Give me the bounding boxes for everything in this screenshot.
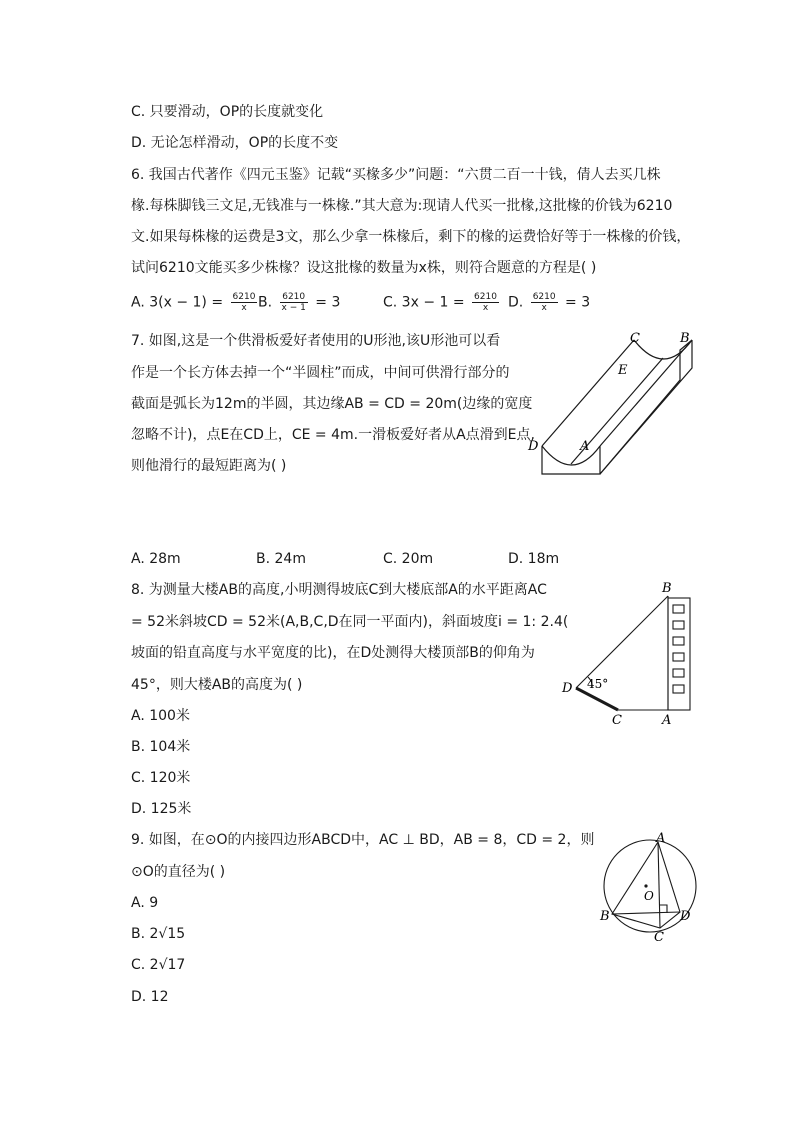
q8-building-slope-figure [560, 578, 694, 728]
q9-label-a: A [656, 831, 666, 846]
q6-line-3: 文.如果每株椽的运费是3文，那么少拿一株椽后，剩下的椽的运费恰好等于一株椽的价钱， [131, 229, 691, 245]
q7-label-b: B [680, 331, 690, 346]
q6-option-a-text: A. 3(x − 1) = [131, 294, 224, 311]
q7-label-d: D [528, 439, 539, 454]
q9-option-d: D. 12 [131, 989, 169, 1005]
q8-option-c: C. 120米 [131, 770, 191, 786]
q6-option-d-rhs: = 3 [565, 294, 591, 311]
q7-option-d: D. 18m [508, 551, 560, 567]
q9-center-dot [644, 884, 647, 887]
q8-line-2: = 52米斜坡CD = 52米(A,B,C,D在同一平面内)，斜面坡度i = 1: 2.4( [131, 614, 569, 630]
q9-option-b: B. 2√15 [131, 926, 186, 942]
q6-line-1: 6. 我国古代著作《四元玉鉴》记载“买椽多少”问题：“六贯二百一十钱，倩人去买几株 [131, 167, 661, 183]
q8-option-a: A. 100米 [131, 708, 190, 724]
q6-line-4: 试问6210文能买多少株椽？设这批椽的数量为x株，则符合题意的方程是( ) [131, 260, 597, 276]
q9-label-c: C [654, 930, 664, 945]
q8-line-1: 8. 为测量大楼AB的高度,小明测得坡底C到大楼底部A的水平距离AC [131, 582, 547, 598]
q8-label-d: D [562, 681, 573, 696]
q7-label-a: A [580, 439, 590, 454]
q9-label-o: O [644, 889, 654, 903]
q5-option-d: D. 无论怎样滑动，OP的长度不变 [131, 135, 339, 151]
q7-option-b: B. 24m [256, 551, 306, 567]
q7-option-a: A. 28m [131, 551, 181, 567]
q8-option-b: B. 104米 [131, 739, 191, 755]
q7-line-5: 则他滑行的最短距离为( ) [131, 458, 287, 474]
q5-option-c: C. 只要滑动，OP的长度就变化 [131, 104, 324, 120]
q8-angle-label: 45° [587, 677, 609, 691]
q8-line-4: 45°，则大楼AB的高度为( ) [131, 677, 303, 693]
q6-option-b-rhs: = 3 [315, 294, 341, 311]
q8-label-b: B [662, 581, 672, 596]
q9-option-c: C. 2√17 [131, 957, 186, 973]
q8-label-a: A [662, 713, 672, 728]
q9-line-1: 9. 如图，在⊙O的内接四边形ABCD中，AC ⊥ BD，AB = 8，CD = 2，则 [131, 832, 595, 848]
q6-option-b [258, 292, 340, 313]
q6-option-c-text: C. 3x − 1 = [383, 294, 465, 311]
q6-option-d-label: D. [508, 294, 524, 311]
q7-label-e: E [618, 363, 628, 378]
q9-label-d: D [680, 909, 691, 924]
q7-u-shaped-pool-figure [524, 328, 696, 480]
q6-option-d [508, 292, 590, 313]
q8-label-c: C [612, 713, 622, 728]
q9-option-a: A. 9 [131, 895, 159, 911]
q6-option-d-fraction: $\frac{6210}{x}$ [532, 292, 556, 313]
q7-line-1: 7. 如图,这是一个供滑板爱好者使用的U形池,该U形池可以看 [131, 333, 501, 349]
q7-label-c: C [630, 331, 640, 346]
q6-option-c-fraction: $\frac{6210}{x}$ [474, 292, 497, 313]
q6-option-b-label: B. [258, 294, 273, 311]
q6-option-a [131, 292, 260, 313]
q6-option-b-fraction: $\frac{6210}{x - 1}$ [281, 292, 306, 313]
q7-line-3: 截面是弧长为12m的半圆，其边缘AB = CD = 20m(边缘的宽度 [131, 396, 533, 412]
q7-option-c: C. 20m [383, 551, 434, 567]
q9-label-b: B [600, 909, 610, 924]
q7-line-4: 忽略不计)，点E在CD上，CE = 4m.一滑板爱好者从A点滑到E点, [131, 427, 535, 443]
q6-option-c [383, 292, 502, 313]
q8-line-3: 坡面的铅直高度与水平宽度的比)，在D处测得大楼顶部B的仰角为 [131, 645, 535, 661]
q6-line-2: 椽.每株脚钱三文足,无钱准与一株椽.”其大意为:现请人代买一批椽,这批椽的价钱为6210 [131, 198, 673, 214]
q9-line-2: ⊙O的直径为( ) [131, 864, 226, 880]
q9-circle-quadrilateral-figure [596, 830, 698, 946]
q6-option-a-fraction: $\frac{6210}{x}$ [232, 292, 256, 313]
q7-line-2: 作是一个长方体去掉一个“半圆柱”而成，中间可供滑行部分的 [131, 365, 510, 381]
q8-option-d: D. 125米 [131, 801, 192, 817]
